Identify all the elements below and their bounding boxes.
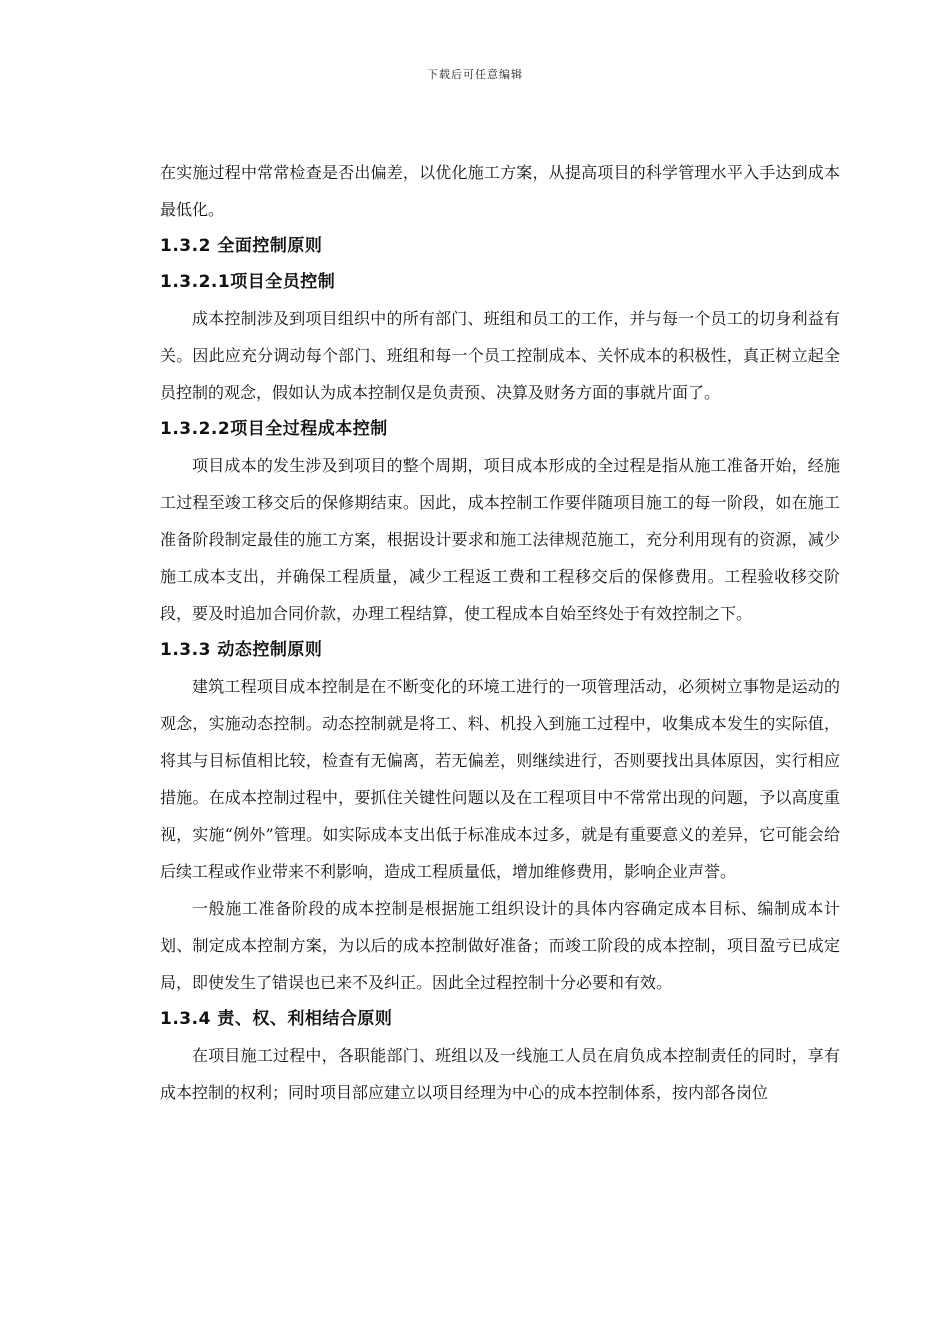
document-body [160,154,840,1111]
paragraph-dynamic-control: 建筑工程项目成本控制是在不断变化的环境工进行的一项管理活动，必须树立事物是运动的观念，实施动态控制。动态控制就是将工、料、机投入到施工过程中，收集成本发生的实际值，将其与目标值相比较，检查有无偏离，若无偏差，则继续进行，否则要找出具体原因，实行相应措施。在成本控制过程中，要抓住关键性问题以及在工程项目中不常常出现的问题，予以高度重视，实施“例外”管理。如实际成本支出低于标准成本过多，就是有重要意义的差异，它可能会给后续工程或作业带来不利影响，造成工程质量低，增加维修费用，影响企业声誉。 [160,677,840,881]
heading-1-3-2-1: 1.3.2.1项目全员控制 [160,272,336,292]
heading-1-3-2: 1.3.2 全面控制原则 [160,236,323,256]
heading-1-3-2-2: 1.3.2.2项目全过程成本控制 [160,419,388,439]
paragraph-responsibility: 在项目施工过程中，各职能部门、班组以及一线施工人员在肩负成本控制责任的同时，享有成本控制的权利；同时项目部应建立以项目经理为中心的成本控制体系，按内部各岗位 [160,1046,840,1102]
page-header: 下载后可任意编辑 [427,68,523,81]
heading-1-3-3: 1.3.3 动态控制原则 [160,640,323,660]
paragraph-intro: 在实施过程中常常检查是否出偏差，以优化施工方案，从提高项目的科学管理水平入手达到成本最低化。 [160,163,840,219]
paragraph-preparation-stage: 一般施工准备阶段的成本控制是根据施工组织设计的具体内容确定成本目标、编制成本计划、制定成本控制方案，为以后的成本控制做好准备；而竣工阶段的成本控制，项目盈亏已成定局，即使发生了错误也已来不及纠正。因此全过程控制十分必要和有效。 [160,899,840,992]
paragraph-full-staff-control: 成本控制涉及到项目组织中的所有部门、班组和员工的工作，并与每一个员工的切身利益有关。因此应充分调动每个部门、班组和每一个员工控制成本、关怀成本的积极性，真正树立起全员控制的观念，假如认为成本控制仅是负责预、决算及财务方面的事就片面了。 [160,309,840,402]
paragraph-full-process-control: 项目成本的发生涉及到项目的整个周期，项目成本形成的全过程是指从施工准备开始，经施工过程至竣工移交后的保修期结束。因此，成本控制工作要伴随项目施工的每一阶段，如在施工准备阶段制定最佳的施工方案，根据设计要求和施工法律规范施工，充分利用现有的资源，减少施工成本支出，并确保工程质量，减少工程返工费和工程移交后的保修费用。工程验收移交阶段，要及时追加合同价款，办理工程结算，使工程成本自始至终处于有效控制之下。 [160,456,840,623]
heading-1-3-4: 1.3.4 责、权、利相结合原则 [160,1009,393,1029]
